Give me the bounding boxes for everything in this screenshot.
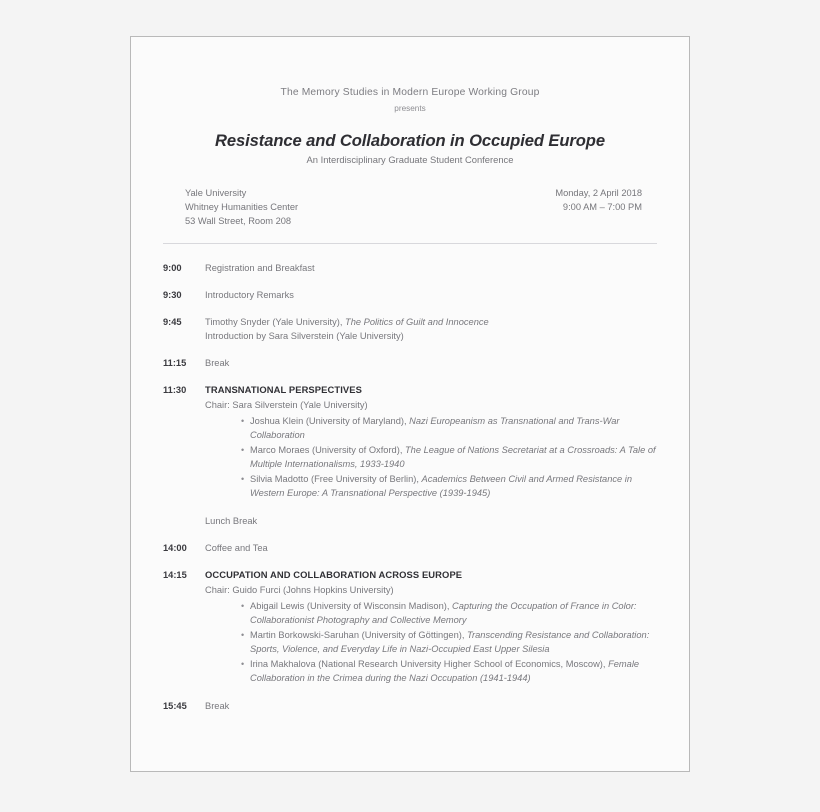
page-subtitle: An Interdisciplinary Graduate Student Conference [306,154,514,165]
paper-presenter: Joshua Klein (University of Maryland), [250,415,410,426]
schedule-row [163,699,663,713]
organization-line: The Memory Studies in Modern Europe Working Group [280,87,540,98]
event-date: Monday, 2 April 2018 [555,188,642,198]
panel-paper-list [205,599,663,685]
panel-paper-item [241,443,663,471]
schedule-entry [205,699,663,713]
schedule-entry [205,356,663,370]
schedule-time: 14:00 [163,542,187,553]
panel-title: TRANSNATIONAL PERSPECTIVES [205,383,362,395]
paper-title: Nazi Europeanism as Transnational and Trans-War Collaboration [250,415,620,440]
paper-title: Female Collaboration in the Crimea during the Nazi Occupation (1941-1944) [250,658,640,683]
schedule-time: 15:45 [163,700,187,711]
header-divider [163,243,657,244]
presents-line: presents [394,104,426,113]
schedule-list [153,261,667,713]
schedule-item-label: Introductory Remarks [205,289,294,300]
panel-title: OCCUPATION AND COLLABORATION ACROSS EUROPE [205,568,463,580]
schedule-time: 9:30 [163,289,182,300]
schedule-row [163,356,663,370]
venue-line-3: 53 Wall Street, Room 208 [185,216,292,227]
schedule-item-label: Registration and Breakfast [205,262,315,273]
schedule-row [163,383,663,501]
panel-chair: Chair: Guido Furci (Johns Hopkins University) [205,584,394,595]
poster-content [131,37,689,771]
schedule-time: 11:30 [163,384,187,395]
paper-presenter: Abigail Lewis (University of Wisconsin Madison), [250,600,453,611]
venue-line-2: Whitney Humanities Center [185,202,299,213]
paper-presenter: Martin Borkowski-Saruhan (University of Göttingen), [250,629,468,640]
schedule-entry [205,541,663,555]
paper-presenter: Irina Makhalova (National Research University Higher School of Economics, Moscow), [250,658,609,669]
keynote-speaker-and-title [205,315,663,329]
schedule-row [163,568,663,686]
panel-paper-item [241,414,663,442]
schedule-entry [205,383,663,501]
keynote-speaker: Timothy Snyder (Yale University), [205,316,346,327]
conference-poster-page [130,36,690,772]
venue-info [185,186,298,229]
paper-presenter: Silvia Madotto (Free University of Berlin), [250,473,422,484]
schedule-time: 14:15 [163,569,187,580]
schedule-item-label: Lunch Break [205,515,258,526]
schedule-row [163,315,663,343]
schedule-entry [205,568,663,686]
paper-title: The League of Nations Secretariat at a Crossroads: A Tale of Multiple Internationalisms, 1933-1940 [250,444,656,469]
schedule-entry [205,514,663,528]
schedule-row [163,541,663,555]
panel-paper-list [205,414,663,500]
panel-chair: Chair: Sara Silverstein (Yale University) [205,399,368,410]
schedule-entry [205,288,663,302]
schedule-row [163,261,663,275]
schedule-time: 9:45 [163,316,182,327]
schedule-entry [205,261,663,275]
datetime-info [555,186,642,229]
schedule-row [163,514,663,528]
schedule-item-label: Break [205,700,230,711]
schedule-time: 11:15 [163,357,187,368]
schedule-item-label: Coffee and Tea [205,542,268,553]
paper-title: Capturing the Occupation of France in Color: Collaborationist Photography and Collective Memory [250,600,637,625]
panel-paper-item [241,472,663,500]
panel-paper-item [241,657,663,685]
keynote-talk-title: The Politics of Guilt and Innocence [345,316,489,327]
schedule-time: 9:00 [163,262,182,273]
panel-paper-item [241,628,663,656]
panel-paper-item [241,599,663,627]
page-title: Resistance and Collaboration in Occupied Europe [215,131,605,150]
paper-title: Academics Between Civil and Armed Resistance in Western Europe: A Transnational Perspective (1939-1945) [250,473,633,498]
event-hours: 9:00 AM – 7:00 PM [562,202,642,213]
schedule-row [163,288,663,302]
schedule-item-label: Break [205,357,230,368]
schedule-entry [205,315,663,343]
venue-line-1: Yale University [185,188,247,198]
paper-presenter: Marco Moraes (University of Oxford), [250,444,405,455]
paper-title: Transcending Resistance and Collaboration: Sports, Violence, and Everyday Life in Nazi-Occupied East Upper Silesia [250,629,650,654]
venue-and-datetime-block [153,186,667,229]
keynote-introduction: Introduction by Sara Silverstein (Yale University) [205,330,404,341]
